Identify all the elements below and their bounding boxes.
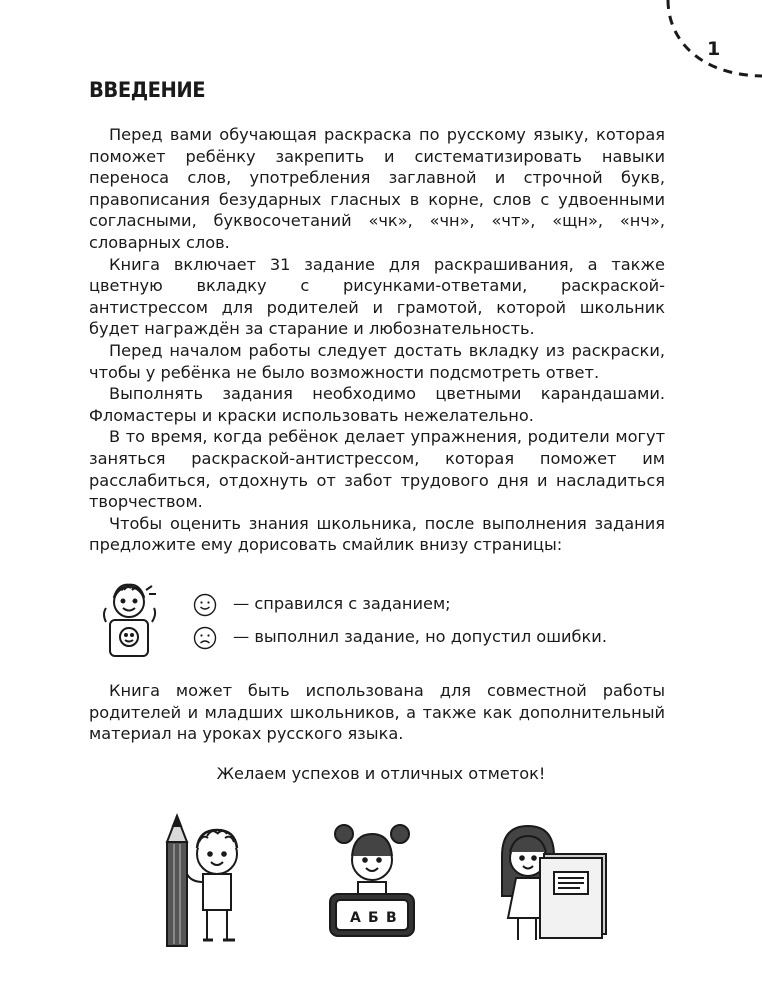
paragraph-3: Перед началом работы следует достать вкладку из раскраски, чтобы у ребёнка не было возможности подсмотреть ответ.: [89, 340, 665, 382]
page-title: ВВЕДЕНИЕ: [89, 78, 206, 102]
page-number: 1: [707, 38, 721, 60]
paragraph-6: Чтобы оценить знания школьника, после выполнения задания предложите ему дорисовать смайлик внизу страницы:: [89, 513, 665, 555]
board-letter-v: В: [386, 910, 397, 926]
paragraph-5: В то время, когда ребёнок делает упражнения, родители могут заняться раскраской-антистрессом, которая поможет им расслабиться, отдохнуть от забот трудового дня и насладиться творчеством.: [89, 427, 665, 512]
wish-line: Желаем успехов и отличных отметок!: [216, 764, 546, 783]
girl-with-book-illustration: [488, 812, 618, 947]
legend-sad-text: — выполнил задание, но допустил ошибки.: [233, 627, 607, 646]
paragraph-4: Выполнять задания необходимо цветными карандашами. Фломастеры и краски использовать нежелательно.: [89, 384, 665, 425]
paragraph-1: Перед вами обучающая раскраска по русскому языку, которая поможет ребёнку закрепить и систематизировать навыки переноса слов, употребления заглавной и строчной букв, правописания безударных гласных в корне, слов с удвоенными согласными, буквосочетаний «чк», «чн», «чт», «щн», «нч», словарных слов.: [89, 125, 665, 252]
board-letter-b: Б: [368, 910, 379, 926]
intro-text: [89, 124, 665, 556]
boy-with-pencil-illustration: [155, 812, 265, 952]
paragraph-2: Книга включает 31 задание для раскрашивания, а также цветную вкладку с рисунками-ответами, раскраской-антистрессом для родителей и грамотой, которой школьник будет награждён за старание и любознательность.: [89, 254, 665, 339]
closing-text: [89, 680, 665, 745]
closing-paragraph: Книга может быть использована для совместной работы родителей и младших школьников, а также как дополнительный материал на уроках русского языка.: [89, 681, 665, 744]
legend-happy-text: — справился с заданием;: [233, 594, 451, 613]
boy-with-smiley-illustration: [96, 582, 166, 662]
happy-face-icon: [193, 593, 217, 617]
board-letter-a: А: [350, 910, 361, 926]
sad-face-icon: [193, 626, 217, 650]
girl-with-board-illustration: [322, 812, 422, 947]
